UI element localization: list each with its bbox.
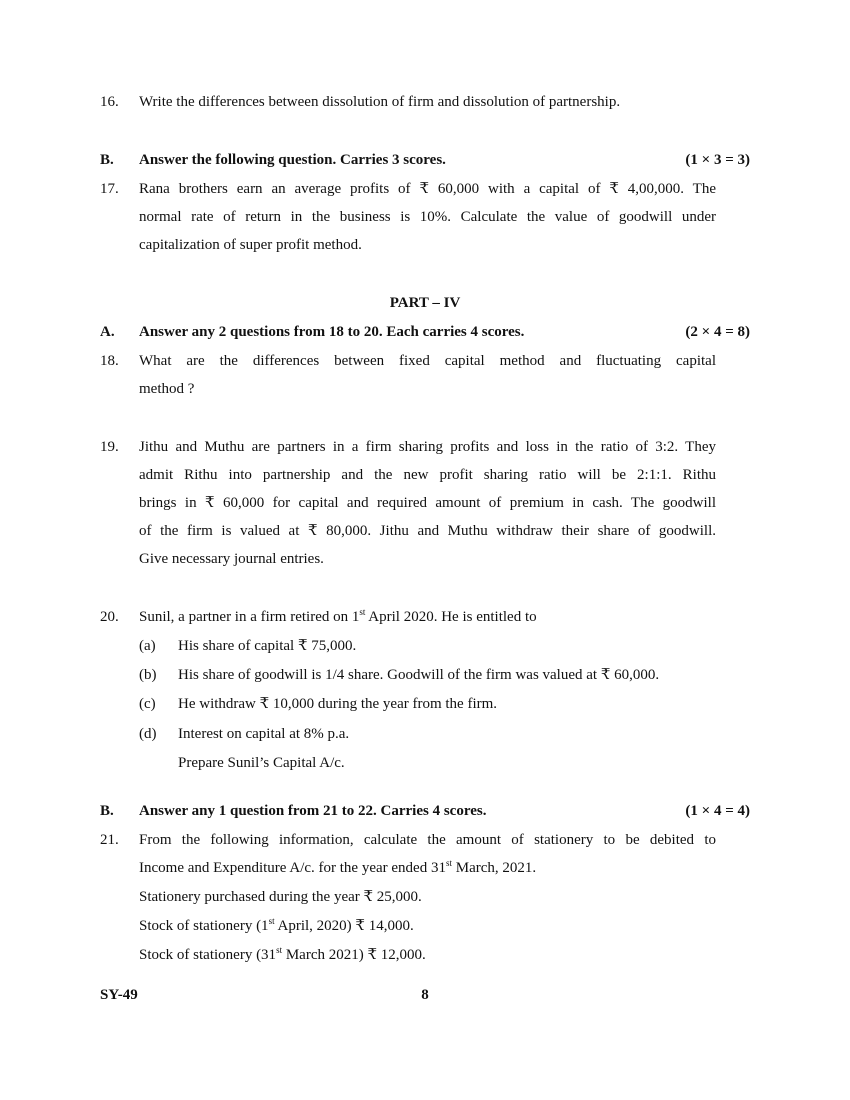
item-text: His share of capital ₹ 75,000. <box>178 638 357 654</box>
superscript: st <box>445 858 452 868</box>
line-text: April, 2020) ₹ 14,000. <box>274 918 414 934</box>
line-text: March 2021) ₹ 12,000. <box>282 947 426 963</box>
question-line: What are the differences between fixed capital method and fluctuating capital <box>139 353 716 369</box>
item-text: His share of goodwill is 1/4 share. Goodwill of the firm was valued at ₹ 60,000. <box>178 667 660 683</box>
section-marks: (2 × 4 = 8) <box>685 324 750 340</box>
question-line <box>139 946 426 964</box>
question-line: of the firm is valued at ₹ 80,000. Jithu and Muthu withdraw their share of goodwill. <box>139 523 716 539</box>
footer-code: SY-49 <box>100 987 138 1003</box>
line-text: Stock of stationery (31 <box>139 947 277 963</box>
item-label: (b) <box>139 667 157 683</box>
question-line: Stationery purchased during the year ₹ 25,000. <box>139 889 422 905</box>
part-title: PART – IV <box>389 295 461 311</box>
section-letter: B. <box>100 803 114 819</box>
question-line: From the following information, calculate the amount of stationery to be debited to <box>139 832 716 848</box>
item-text: Interest on capital at 8% p.a. <box>178 726 350 742</box>
line-text: Stock of stationery (1 <box>139 918 269 934</box>
question-number: 16. <box>100 94 119 110</box>
question-number: 18. <box>100 353 119 369</box>
line-text: March, 2021. <box>451 860 537 876</box>
intro-text: April 2020. He is entitled to <box>365 609 537 625</box>
question-number: 21. <box>100 832 119 848</box>
section-heading: Answer any 2 questions from 18 to 20. Each carries 4 scores. <box>139 324 525 340</box>
question-number: 20. <box>100 609 119 625</box>
item-label: (d) <box>139 726 157 742</box>
superscript: st <box>359 607 366 617</box>
question-line: Give necessary journal entries. <box>139 551 324 567</box>
page-number: 8 <box>421 987 429 1003</box>
item-label: (c) <box>139 696 156 712</box>
section-heading: Answer any 1 question from 21 to 22. Carries 4 scores. <box>139 803 487 819</box>
question-intro <box>139 608 537 626</box>
question-number: 17. <box>100 181 119 197</box>
section-heading: Answer the following question. Carries 3 scores. <box>139 152 446 168</box>
question-line: admit Rithu into partnership and the new profit sharing ratio will be 2:1:1. Rithu <box>139 467 716 483</box>
question-line: normal rate of return in the business is 10%. Calculate the value of goodwill under <box>139 209 716 225</box>
question-line: Rana brothers earn an average profits of ₹ 60,000 with a capital of ₹ 4,00,000. The <box>139 181 716 197</box>
superscript: st <box>268 916 275 926</box>
question-line: capitalization of super profit method. <box>139 237 362 253</box>
intro-text: Sunil, a partner in a firm retired on 1 <box>139 609 360 625</box>
section-letter: A. <box>100 324 115 340</box>
section-marks: (1 × 3 = 3) <box>685 152 750 168</box>
section-marks: (1 × 4 = 4) <box>685 803 750 819</box>
superscript: st <box>276 945 283 955</box>
question-line <box>139 917 414 935</box>
question-line: method ? <box>139 381 195 397</box>
question-line <box>139 859 536 877</box>
item-text: He withdraw ₹ 10,000 during the year from the firm. <box>178 696 498 712</box>
item-label: (a) <box>139 638 156 654</box>
question-closing: Prepare Sunil’s Capital A/c. <box>178 755 345 771</box>
section-letter: B. <box>100 152 114 168</box>
question-text: Write the differences between dissolution of firm and dissolution of partnership. <box>139 94 621 110</box>
line-text: Income and Expenditure A/c. for the year ended 31 <box>139 860 446 876</box>
question-line: Jithu and Muthu are partners in a firm sharing profits and loss in the ratio of 3:2. They <box>139 439 716 455</box>
question-line: brings in ₹ 60,000 for capital and required amount of premium in cash. The goodwill <box>139 495 716 511</box>
question-number: 19. <box>100 439 119 455</box>
